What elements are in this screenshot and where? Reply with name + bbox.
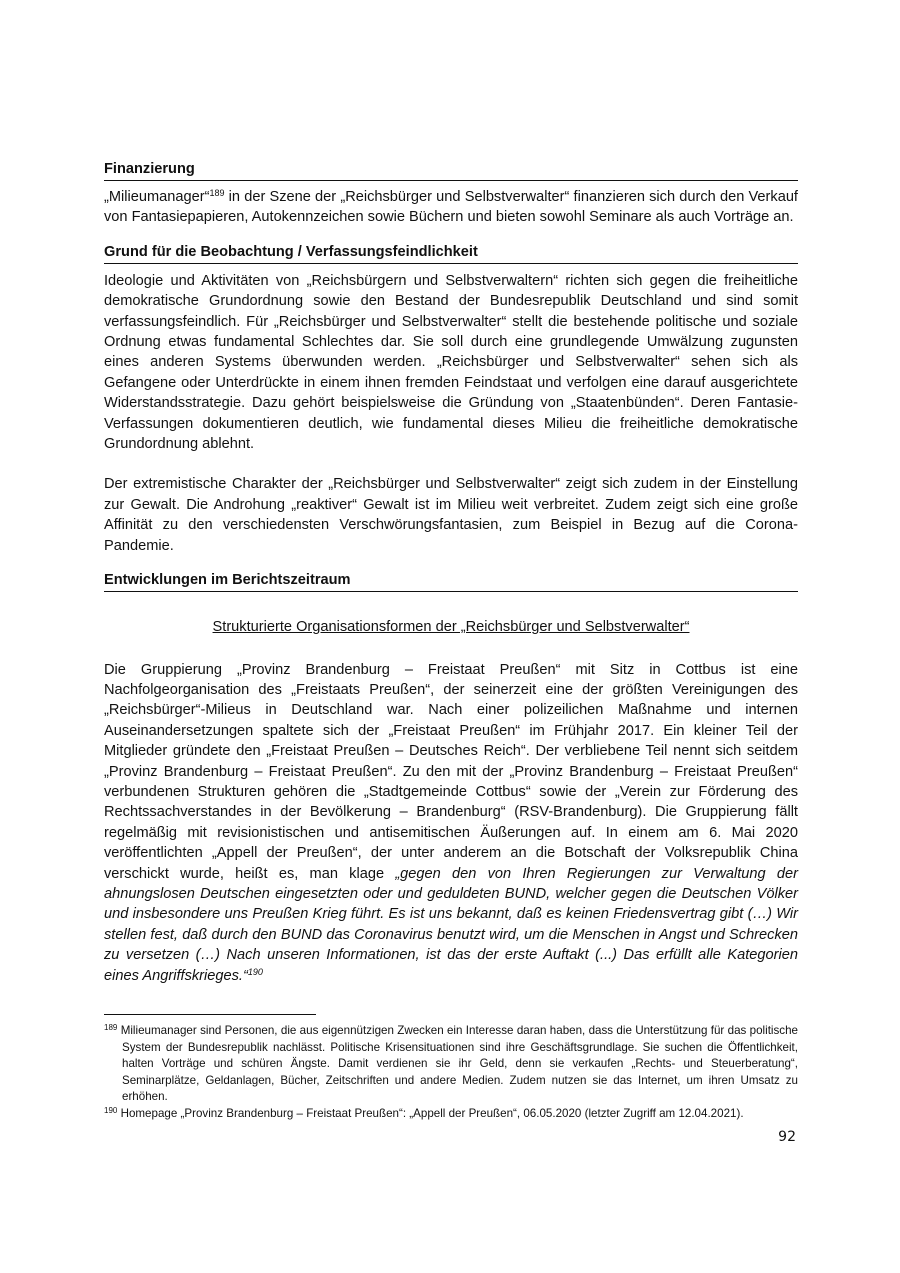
appeal-quote: „gegen den von Ihren Regierungen zur Verwaltung der ahnungslosen Deutschen eingesetzten oder und geduldeten BUND, welcher gegen die Deutschen Völker und insbesondere uns Preußen Krieg führt. Es ist uns bekannt, daß es keinen Friedensvertrag gibt (…) Wir stellen fest, daß durch den BUND das Coronavirus benutzt wird, um die Menschen in Angst und Schrecken zu versetzen (…) Nach unseren Informationen, ist das der erste Auftakt (...) Das erfüllt alle Kategorien eines Angriffskrieges.“ (104, 865, 798, 984)
section-heading-financing: Finanzierung (104, 160, 798, 181)
financing-text-start: „Milieumanager“ (104, 189, 210, 205)
developments-body: Die Gruppierung „Provinz Brandenburg – Freistaat Preußen“ mit Sitz in Cottbus ist eine Nachfolgeorganisation des „Freistaats Preußen“, der seinerzeit eine der größten Vereinigungen des „Reichsbürger“-Milieus in Deutschland war. Nach einer polizeilichen Maßnahme und internen Auseinandersetzungen spaltete sich der „Freistaat Preußen“ im Frühjahr 2017. Ein kleiner Teil der Mitglieder gründete den „Freistaat Preußen – Deutsches Reich“. Der verbliebene Teil nennt sich seitdem „Provinz Brandenburg – Freistaat Preußen“. Zu den mit der „Provinz Brandenburg – Freistaat Preußen“ verbundenen Strukturen gehören die „Stadtgemeinde Cottbus“ sowie der „Verein zur Förderung des Rechtssachverstandes in der Bevölkerung – Brandenburg“ (RSV-Brandenburg). Die Gruppierung fällt regelmäßig mit revisionistischen und antisemitischen Äußerungen auf. In einem am 6. Mai 2020 veröffentlichten „Appell der Preußen“, der unter anderem an die Botschaft der Volksrepublik China verschickt wurde, heißt es, man klage (104, 661, 798, 882)
reason-paragraph-1: Ideologie und Aktivitäten von „Reichsbürgern und Selbstverwaltern“ richten sich gegen die freiheitliche demokratische Grundordnung sowie den Bestand der Bundesrepublik Deutschland und sind somit verfassungsfeindlich. Für „Reichsbürger und Selbstverwalter“ stellt die bestehende politische und soziale Ordnung etwas fundamental Schlechtes dar. Sie soll durch eine grundlegende Umwälzung zugunsten eines anderen Systems überwunden werden. „Reichsbürger und Selbstverwalter“ sehen sich als Gefangene oder Unterdrückte in einem ihnen fremden Feindstaat und verfolgen eine darauf ausgerichtete Widerstandsstrategie. Dazu gehört beispielsweise die Gründung von „Staatenbünden“. Deren Fantasie-Verfassungen dokumentieren deutlich, wie fundamental dieses Milieu die freiheitliche demokratische Grundordnung ablehnt. (104, 272, 798, 453)
footnote-text: Milieumanager sind Personen, die aus eigennützigen Zwecken ein Interesse daran haben, dass die Unterstützung für das politische System der Bundesrepublik nachlässt. Politische Krisensituationen sind ihre Geschäftsgrundlage. Sie suchen die Öffentlichkeit, halten Vorträge und schüren Ängste. Damit verdienen sie ihr Geld, denn sie verkaufen „Rechts- und Steuerberatung“, Seminarplätze, Geldanlagen, Bücher, Zeitschriften und andere Medien. Zudem nutzen sie das Internet, um ihren Umsatz zu erhöhen. (117, 1024, 798, 1104)
page-number: 92 (778, 1129, 796, 1145)
main-content (104, 160, 798, 986)
section-heading-reason: Grund für die Beobachtung / Verfassungsfeindlichkeit (104, 243, 798, 264)
section-heading-developments: Entwicklungen im Berichtszeitraum (104, 571, 798, 592)
footnote-189 (104, 1023, 798, 1106)
footnote-number: 190 (104, 1105, 118, 1115)
section-developments (104, 571, 798, 986)
reason-paragraph-2: Der extremistische Charakter der „Reichsbürger und Selbstverwalter“ zeigt sich zudem in der Einstellung zur Gewalt. Die Androhung „reaktiver“ Gewalt ist im Milieu weit verbreitet. Zudem zeigt sich eine große Affinität zu den verschiedensten Verschwörungsfantasien, zum Beispiel in Bezug auf die Corona-Pandemie. (104, 476, 798, 554)
financing-text-end: in der Szene der „Reichsbürger und Selbstverwalter“ finanzieren sich durch den Verkauf von Fantasiepapieren, Autokennzeichen sowie Büchern und bieten sowohl Seminare als auch Vorträge an. (104, 189, 798, 226)
subheading-organisation-forms: Strukturierte Organisationsformen der „Reichsbürger und Selbstverwalter“ (212, 619, 690, 636)
footnote-text: Homepage „Provinz Brandenburg – Freistaat Preußen“: „Appell der Preußen“, 06.05.2020 (letzter Zugriff am 12.04.2021). (117, 1106, 744, 1120)
footnotes (104, 1023, 798, 1123)
footnote-number: 189 (104, 1023, 118, 1032)
footnote-190 (104, 1106, 798, 1123)
section-financing (104, 160, 798, 228)
footnote-divider (104, 1014, 316, 1015)
section-reason (104, 243, 798, 556)
footnote-ref-189[interactable]: 189 (209, 188, 225, 198)
financing-paragraph (104, 187, 798, 228)
footnote-ref-190[interactable]: 190 (247, 966, 263, 977)
developments-paragraph (104, 660, 798, 987)
